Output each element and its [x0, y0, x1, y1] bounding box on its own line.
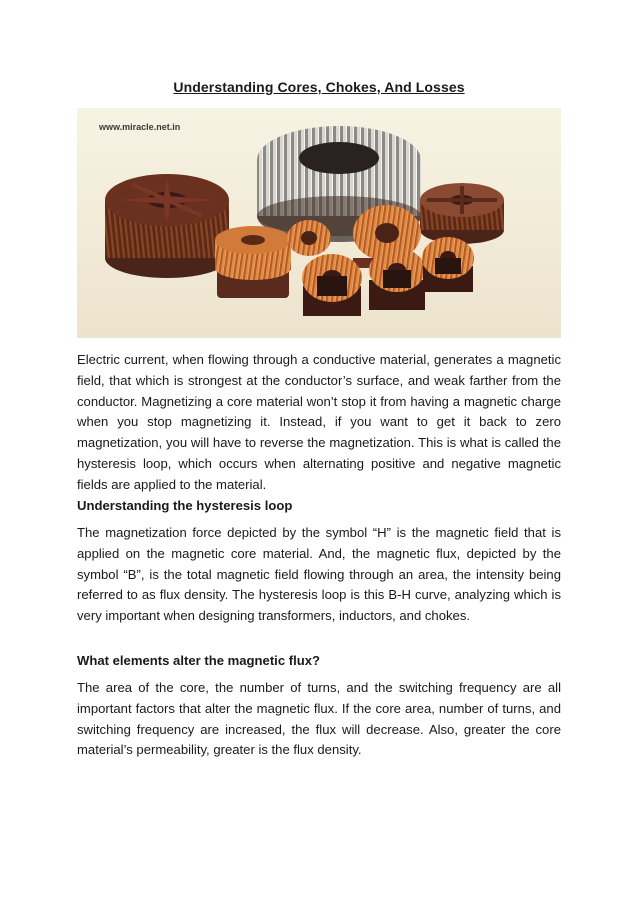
choke-bottom-left-image	[302, 254, 362, 316]
watermark-text: www.miracle.net.in	[99, 122, 181, 132]
heading-hysteresis-loop: Understanding the hysteresis loop	[77, 498, 293, 513]
paragraph-intro: Electric current, when flowing through a conductive material, generates a magnetic field, that which is strongest at the conductor’s surface, and weak farther from the conductor. Magnetizing a core material won’t stop it from having a magnetic charge when you stop magnetizing it. Instead, if you want to get it back to zero magnetization, you will have to reverse the magnetization. This is what is called the hysteresis loop, which occurs when alternating positive and negative magnetic fields are applied to the material.	[77, 352, 561, 492]
copper-toroid-small-image	[287, 220, 331, 256]
heading-magnetic-flux: What elements alter the magnetic flux?	[77, 653, 321, 668]
dark-toroid-right-image	[420, 183, 504, 244]
page-title: Understanding Cores, Chokes, And Losses	[173, 79, 465, 95]
paragraph-flux: The area of the core, the number of turns, and the switching frequency are all important factors that alter the magnetic flux. If the core area, number of turns, and switching frequency are increased, the flux will decrease. Also, greater the core material’s permeability, greater is the flux density.	[77, 680, 561, 758]
choke-bottom-right-image	[422, 237, 474, 292]
inductor-photo	[77, 108, 561, 338]
dark-toroid-left-image	[105, 174, 229, 278]
copper-toroid-front-left-image	[215, 226, 291, 298]
choke-bottom-center-image	[369, 248, 425, 310]
paragraph-hysteresis: The magnetization force depicted by the symbol “H” is the magnetic field that is applied on the magnetic core material. And, the magnetic flux, depicted by the symbol “B”, is the total magnetic field flowing through an area, the intensity being referred to as flux density. The hysteresis loop is this B-H curve, analyzing which is very important when designing transformers, inductors, and chokes.	[77, 525, 561, 624]
